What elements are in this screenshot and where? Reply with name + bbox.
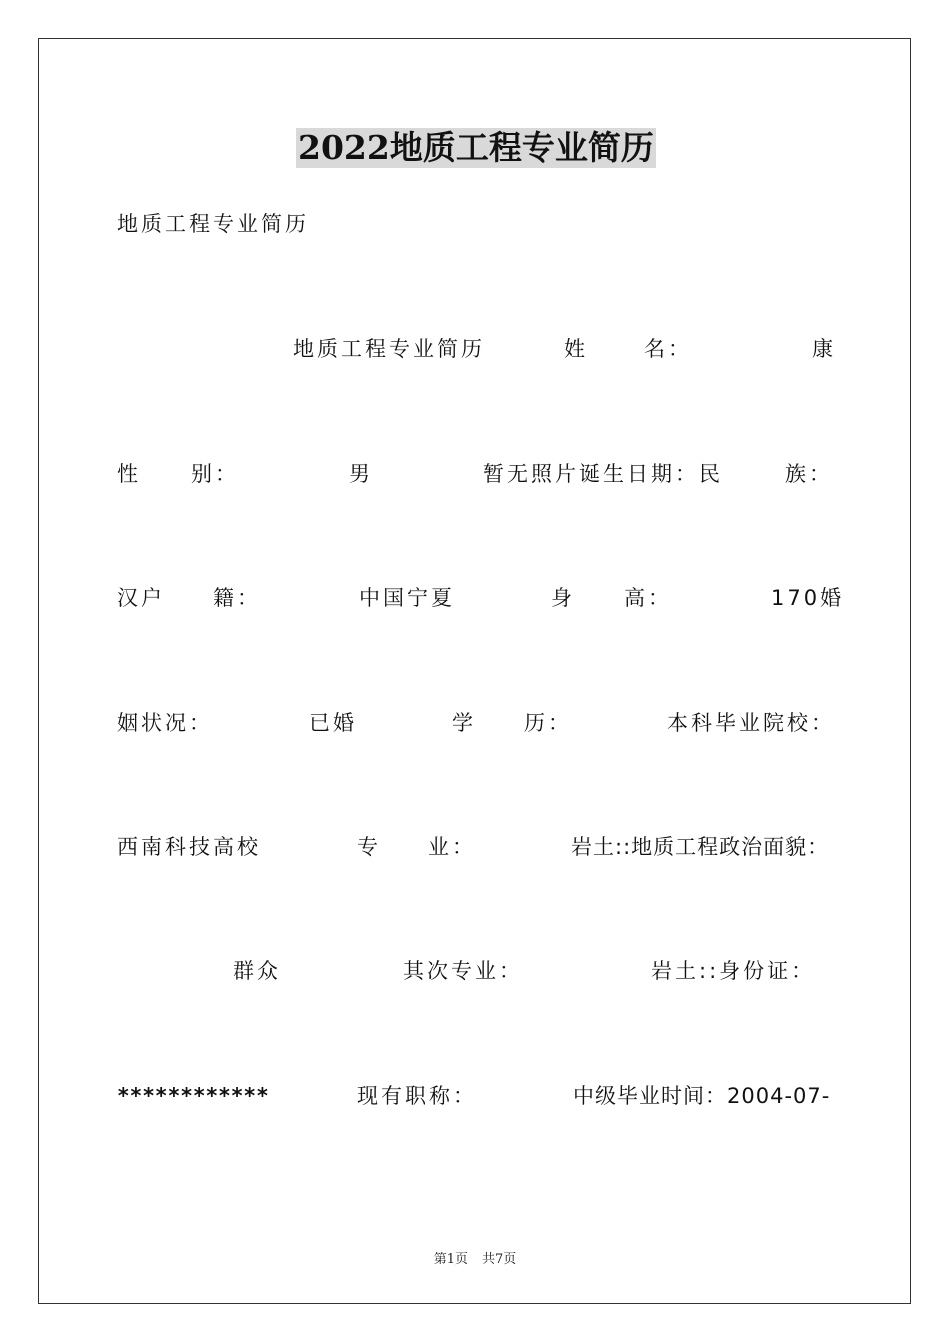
title-rank-value-graduation-date: 中级毕业时间：2004-07- <box>573 1084 831 1108</box>
marital-status-value: 已婚 <box>309 711 357 735</box>
major-label-part2: 业： <box>428 835 476 859</box>
height-label-part1: 身 <box>551 586 575 610</box>
name-label-part2: 名： <box>644 337 692 361</box>
hukou-value: 中国宁夏 <box>359 586 455 610</box>
name-label-part1: 姓 <box>564 337 588 361</box>
title-rank-label: 现有职称： <box>357 1084 477 1108</box>
gender-value: 男 <box>349 462 373 486</box>
second-major-value-id-label: 岩土::身份证： <box>651 959 816 983</box>
second-major-label: 其次专业： <box>403 959 523 983</box>
education-value-school-label: 本科毕业院校： <box>667 711 835 735</box>
gender-label-part2: 别： <box>191 462 239 486</box>
height-label-part2: 高： <box>624 586 672 610</box>
height-value-marital-label: 170婚 <box>771 586 845 610</box>
hukou-label-part2: 籍： <box>213 586 261 610</box>
page-number: 第1页 <box>433 1252 468 1267</box>
gender-label-part1: 性 <box>117 462 141 486</box>
resume-heading-inline: 地质工程专业简历 <box>293 337 485 361</box>
document-title: 2022地质工程专业简历 <box>298 128 654 167</box>
marital-status-label: 姻状况： <box>117 711 213 735</box>
major-label-part1: 专 <box>357 835 381 859</box>
page-total: 共7页 <box>482 1252 517 1267</box>
page-footer <box>0 1248 950 1267</box>
id-number-value: ************ <box>117 1084 269 1108</box>
education-label-part1: 学 <box>452 711 476 735</box>
education-label-part2: 历： <box>524 711 572 735</box>
major-value-political-label: 岩土::地质工程政治面貌： <box>571 835 830 859</box>
school-value: 西南科技高校 <box>117 835 261 859</box>
political-status-value: 群众 <box>233 959 281 983</box>
ethnicity-label-part2: 族： <box>785 462 833 486</box>
ethnicity-value-hukou-label: 汉户 <box>117 586 165 610</box>
photo-birthdate-ethnicity-label: 暂无照片诞生日期：民 <box>483 462 723 486</box>
name-value: 康 <box>812 337 836 361</box>
document-subtitle: 地质工程专业简历 <box>117 212 309 236</box>
